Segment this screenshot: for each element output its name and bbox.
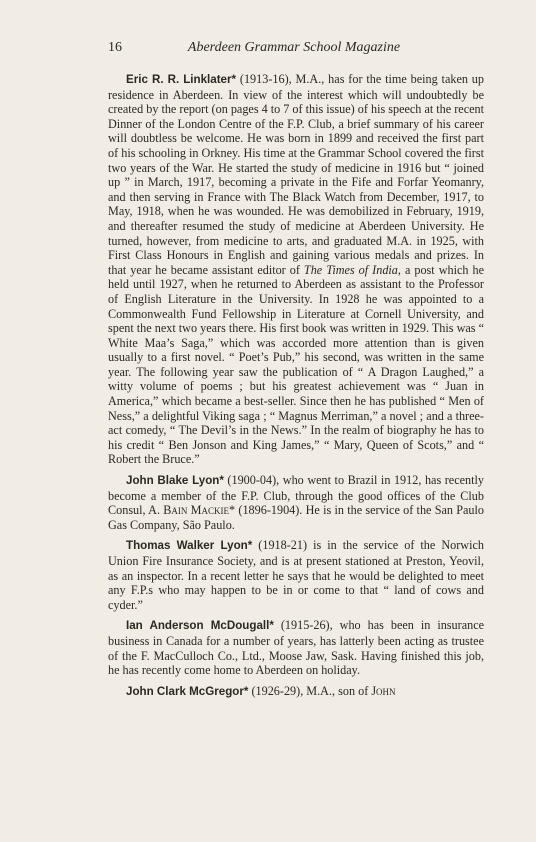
- entry-name: Eric R. R. Linklater*: [126, 73, 237, 86]
- entry-text: , a post which he held until 1927, when he returned to Aberdeen as assistant to the Professor of English Literature in the University. In 1928 he was appointed to a Commonwealth Fund Fellowship in Literature at Cornell University, and spent the next two years there. His first book was written in 1929. This was “ White Maa’s Saga,” which was accorded more attention than is given usually to a first novel. “ Poet’s Pub,” his second, was written in the same year. The following year saw the publication of “ A Dragon Laughed,” a witty volume of poems ; but his greatest achievement was “ Juan in America,” which became a best-seller. Since then he has published “ Men of Ness,” a delightful Viking saga ; “ Magnus Merriman,” a novel ; and a three-act comedy, “ The Devil’s in the News.” In the realm of biography he has to his credit “ Ben Jonson and King James,” “ Mary, Queen of Scots,” and “ Robert the Bruce.”: [108, 262, 484, 467]
- entry-text: (1900-04), who went to Brazil in 1912, has recently become a member of the F.P. Club, through the good offices of the Club Consul, A.: [108, 473, 484, 518]
- entry-text: (1896-1904). He is in the service of the San Paulo Gas Company, São Paulo.: [108, 503, 485, 532]
- entry-ian-anderson-mcdougall: [108, 618, 484, 677]
- entry-italic-title: The Times of India: [303, 262, 398, 277]
- article-body: [108, 72, 484, 705]
- entry-thomas-walker-lyon: [108, 538, 484, 612]
- entry-text: (1915-26), who has been in insurance business in Canada for a number of years, has latterly been acting as trustee of the F. MacCulloch Co., Ltd., Moose Jaw, Sask. Having finished this job, he has recently come home to Aberdeen on holiday.: [108, 618, 485, 678]
- entry-smallcaps-name: John: [371, 683, 396, 698]
- running-head: Aberdeen Grammar School Magazine: [187, 40, 401, 55]
- entry-linklater: [108, 72, 484, 467]
- entry-name: John Blake Lyon*: [126, 474, 224, 488]
- entry-smallcaps-name: Bain Mackie*: [163, 503, 236, 518]
- entry-text: (1926-29), M.A., son of: [248, 683, 372, 698]
- entry-name: Ian Anderson McDougall*: [126, 619, 274, 633]
- entry-john-clark-mcgregor: [108, 684, 484, 700]
- entry-name: Thomas Walker Lyon*: [126, 539, 253, 553]
- page-header: [108, 40, 454, 62]
- entry-name: John Clark McGregor*: [126, 684, 249, 698]
- page-number: 16: [108, 40, 122, 55]
- entry-text: (1918-21) is in the service of the Norwich Union Fire Insurance Society, and is at present stationed at Preston, Yeovil, as an inspector. In a recent letter he says that he would be delighted to meet any F.P.s who may happen to be in or come to that “ land of cows and cyder.”: [108, 538, 484, 612]
- entry-text: (1913-16), M.A., has for the time being taken up residence in Aberdeen. In view of the interest which will undoubtedly be created by the report (on pages 4 to 7 of this issue) of his speech at the recent Dinner of the London Centre of the F.P. Club, a brief summary of his career will doubtless be welcome. He was born in 1899 and received the first part of his schooling in Orkney. His time at the Grammar School covered the first two years of the War. He started the study of medicine in 1916 but “ joined up ” in March, 1917, becoming a private in the Fife and Forfar Yeomanry, and then serving in France with The Black Watch from December, 1917, to May, 1918, when he was wounded. He was demobilized in February, 1919, and thereafter resumed the study of medicine at Aberdeen University. He turned, however, from medicine to arts, and graduated M.A. in 1925, with First Class Honours in English and gaining various medals and prizes. In that year he became assistant editor of: [108, 72, 484, 277]
- entry-john-blake-lyon: [108, 473, 484, 532]
